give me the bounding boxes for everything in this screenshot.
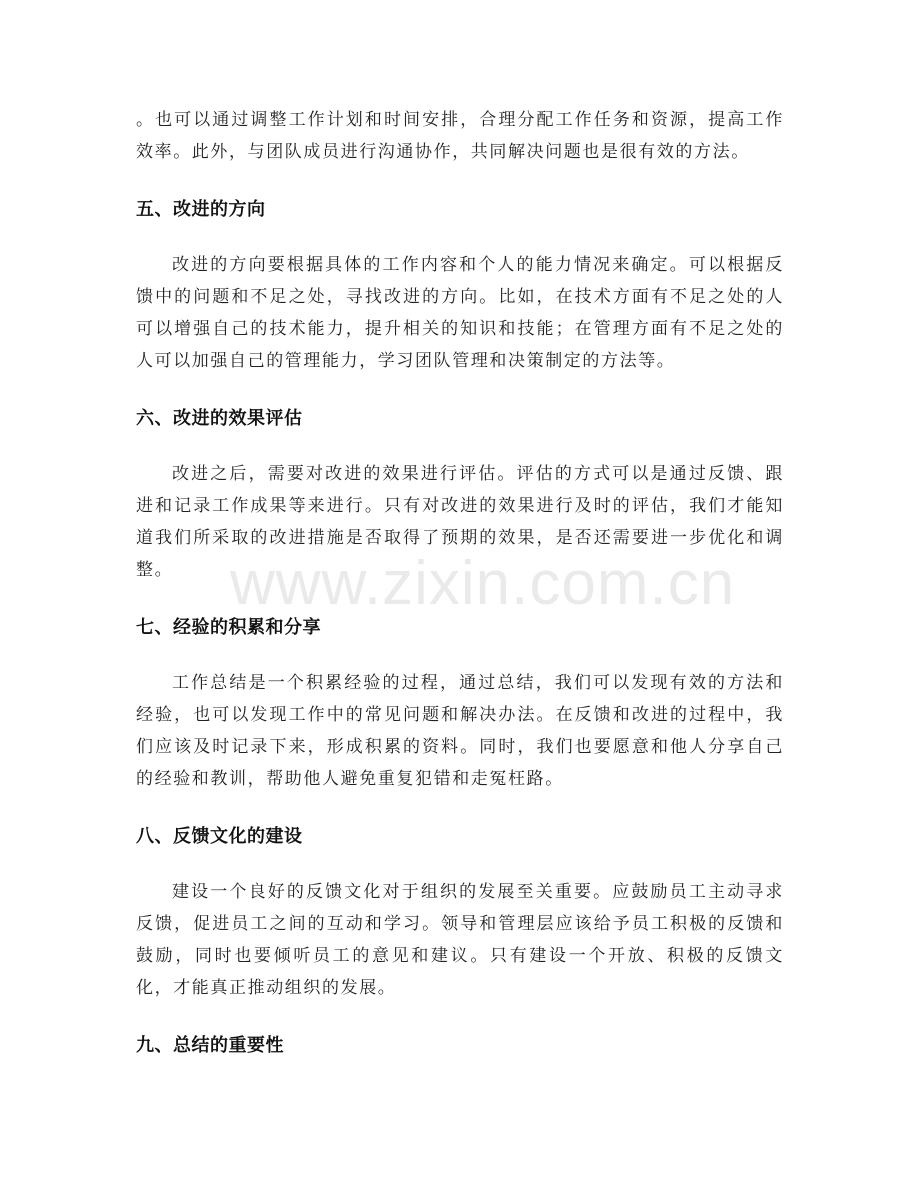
- document-body: [136, 104, 784, 1085]
- section-5-paragraph: 改进的方向要根据具体的工作内容和个人的能力情况来确定。可以根据反馈中的问题和不足之处，寻找改进的方向。比如，在技术方面有不足之处的人可以增强自己的技术能力，提升相关的知识和技能；在管理方面有不足之处的人可以加强自己的管理能力，学习团队管理和决策制定的方法等。: [136, 255, 784, 371]
- section-7-heading: 七、经验的积累和分享: [136, 617, 321, 638]
- section-9-heading: 九、总结的重要性: [136, 1035, 284, 1056]
- section-5-heading: 五、改进的方向: [136, 199, 266, 220]
- watermark: www.zixin.com.cn: [230, 549, 736, 618]
- section-6-heading: 六、改进的效果评估: [136, 408, 303, 429]
- section-7-paragraph: 工作总结是一个积累经验的过程，通过总结，我们可以发现有效的方法和经验，也可以发现工作中的常见问题和解决办法。在反馈和改进的过程中，我们应该及时记录下来，形成积累的资料。同时，我们也要愿意和他人分享自己的经验和教训，帮助他人避免重复犯错和走冤枉路。: [136, 673, 784, 789]
- section-6-paragraph: 改进之后，需要对改进的效果进行评估。评估的方式可以是通过反馈、跟进和记录工作成果等来进行。只有对改进的效果进行及时的评估，我们才能知道我们所采取的改进措施是否取得了预期的效果，是否还需要进一步优化和调整。: [136, 464, 784, 580]
- section-8-heading: 八、反馈文化的建设: [136, 826, 303, 847]
- intro-paragraph: 。也可以通过调整工作计划和时间安排，合理分配工作任务和资源，提高工作效率。此外，与团队成员进行沟通协作，共同解决问题也是很有效的方法。: [136, 110, 784, 162]
- section-8-paragraph: 建设一个良好的反馈文化对于组织的发展至关重要。应鼓励员工主动寻求反馈，促进员工之间的互动和学习。领导和管理层应该给予员工积极的反馈和鼓励，同时也要倾听员工的意见和建议。只有建设一个开放、积极的反馈文化，才能真正推动组织的发展。: [136, 882, 784, 998]
